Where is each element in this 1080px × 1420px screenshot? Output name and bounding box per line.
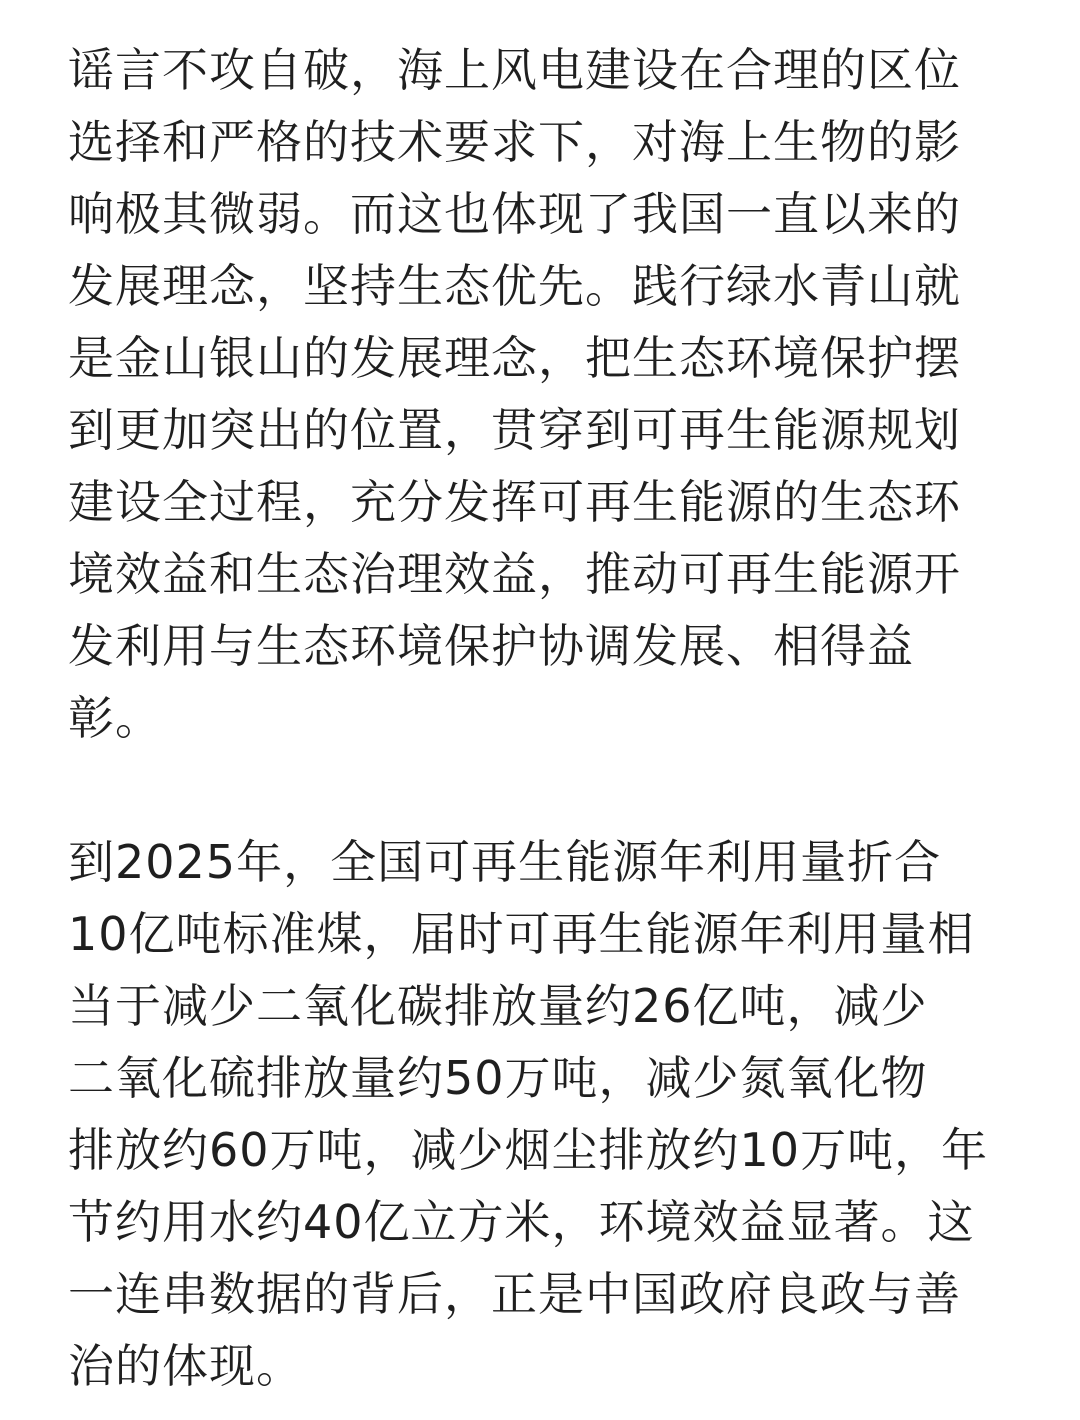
text-line: 彰。 xyxy=(68,691,162,745)
text-line: 节约用水约40亿立方米，环境效益显著。这 xyxy=(68,1195,975,1249)
text-line: 排放约60万吨，减少烟尘排放约10万吨，年 xyxy=(68,1123,989,1177)
text-line: 治的体现。 xyxy=(68,1339,303,1393)
paragraph-offshore-wind xyxy=(68,34,1018,754)
paragraph-renewable-2025 xyxy=(68,826,1018,1402)
text-line: 发展理念，坚持生态优先。践行绿水青山就 xyxy=(68,259,961,313)
text-line: 一连串数据的背后，正是中国政府良政与善 xyxy=(68,1267,961,1321)
text-line: 响极其微弱。而这也体现了我国一直以来的 xyxy=(68,187,961,241)
text-line: 10亿吨标准煤，届时可再生能源年利用量相 xyxy=(68,907,975,961)
paragraph-spacer xyxy=(68,754,1018,826)
text-line: 当于减少二氧化碳排放量约26亿吨，减少 xyxy=(68,979,928,1033)
text-line: 二氧化硫排放量约50万吨，减少氮氧化物 xyxy=(68,1051,928,1105)
text-line: 建设全过程，充分发挥可再生能源的生态环 xyxy=(68,475,961,529)
text-line: 发利用与生态环境保护协调发展、相得益 xyxy=(68,619,914,673)
text-line: 选择和严格的技术要求下，对海上生物的影 xyxy=(68,115,961,169)
text-line: 谣言不攻自破，海上风电建设在合理的区位 xyxy=(68,43,961,97)
text-line: 是金山银山的发展理念，把生态环境保护摆 xyxy=(68,331,961,385)
text-line: 到2025年，全国可再生能源年利用量折合 xyxy=(68,835,942,889)
text-line: 境效益和生态治理效益，推动可再生能源开 xyxy=(68,547,961,601)
article-body xyxy=(68,34,1018,1402)
text-line: 到更加突出的位置，贯穿到可再生能源规划 xyxy=(68,403,961,457)
